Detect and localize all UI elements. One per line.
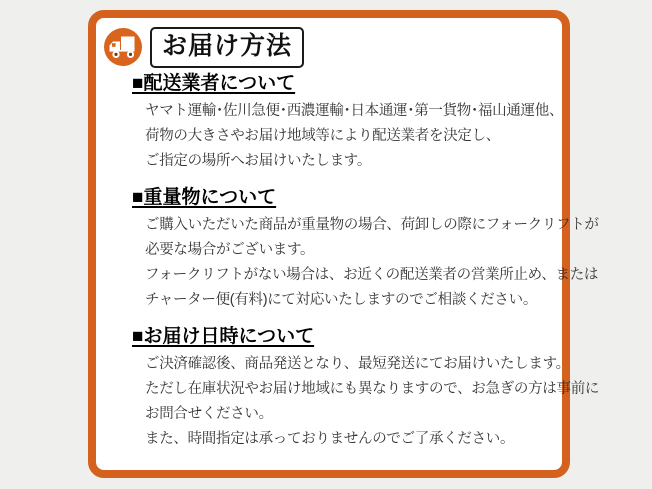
section-body xyxy=(145,352,600,452)
body-line: ただし在庫状況やお届け地域にも異なりますので、お急ぎの方は事前に xyxy=(145,380,600,397)
section-carriers xyxy=(132,72,564,174)
section-body xyxy=(145,213,599,313)
truck-icon xyxy=(104,28,142,66)
panel-header xyxy=(96,18,562,68)
body-line: ヤマト運輸･佐川急便･西濃運輸･日本通運･第一貨物･福山通運他、 xyxy=(145,102,564,119)
body-line: お問合せください。 xyxy=(145,405,273,422)
body-line: チャーター便(有料)にて対応いたしますのでご相談ください。 xyxy=(145,291,538,308)
section-heading: ■重量物について xyxy=(132,186,277,208)
body-line: ご指定の場所へお届けいたします。 xyxy=(145,152,372,169)
body-line: ご購入いただいた商品が重量物の場合、荷卸しの際にフォークリフトが xyxy=(145,216,599,233)
body-line: フォークリフトがない場合は、お近くの配送業者の営業所止め、または xyxy=(145,266,599,283)
body-line: 必要な場合がございます。 xyxy=(145,241,315,258)
delivery-info-panel xyxy=(88,10,600,478)
sections-container xyxy=(96,72,600,452)
body-line: また、時間指定は承っておりませんのでご了承ください。 xyxy=(145,430,515,447)
body-line: 荷物の大きさやお届け地域等により配送業者を決定し、 xyxy=(145,127,500,144)
section-body xyxy=(145,99,564,174)
section-heading: ■配送業者について xyxy=(132,72,296,94)
body-line: ご決済確認後、商品発送となり、最短発送にてお届けいたします。 xyxy=(145,355,570,372)
page-title: お届け方法 xyxy=(150,27,304,68)
section-heavy-items xyxy=(132,186,599,313)
section-heading: ■お届け日時について xyxy=(132,325,315,347)
section-delivery-datetime xyxy=(132,325,600,452)
